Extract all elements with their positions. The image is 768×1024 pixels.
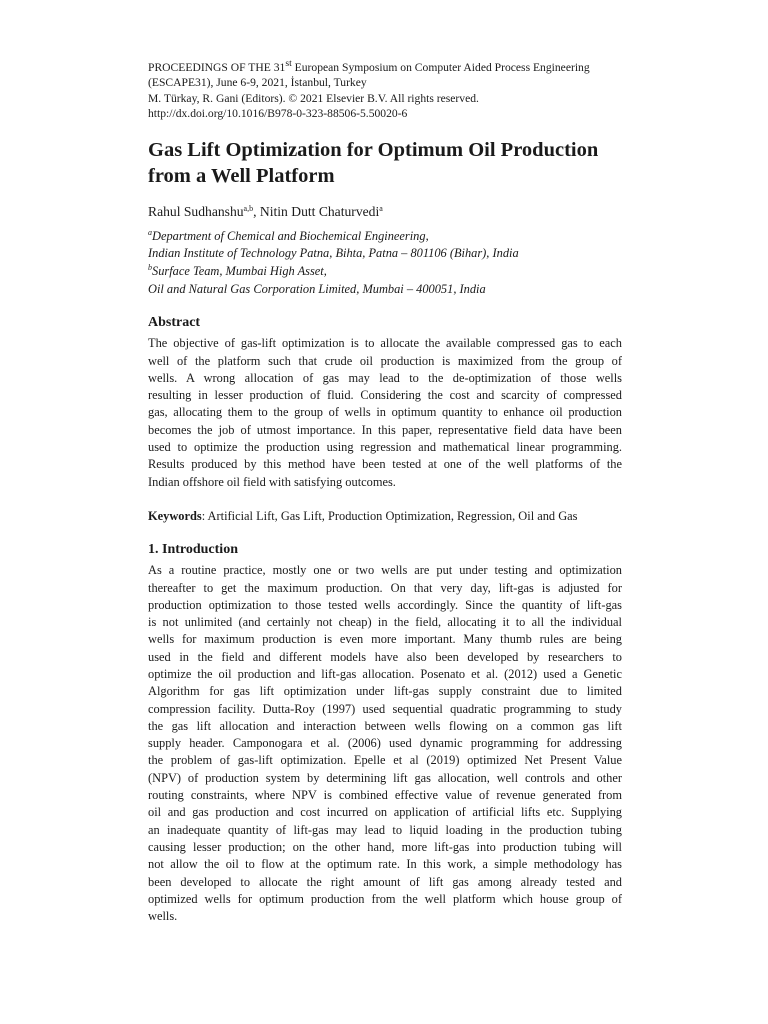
intro-line: wells for maximum production is even more important. Many thumb rules are being	[148, 632, 622, 647]
author-list: Rahul Sudhanshu$^{a,b}$, Nitin Dutt Chaturvedi$^a$	[148, 203, 383, 219]
intro-line: been developed to allocate the right amount of lift gas among already tested and	[148, 874, 622, 889]
affiliation-b-line-2: Oil and Natural Gas Corporation Limited, Mumbai – 400051, India	[148, 281, 486, 296]
author-1-affiliation-mark: a,b	[243, 203, 254, 213]
intro-line: not allow the oil to flow at the optimum rate. In this work, a simple methodology has	[148, 857, 622, 872]
intro-line: causing lesser production; on the other hand, more lift-gas into production tubing will	[148, 839, 622, 854]
keywords-list: : Artificial Lift, Gas Lift, Production Optimization, Regression, Oil and Gas	[201, 508, 578, 523]
abstract-line: wells. A wrong allocation of gas may lead to the de-optimization of those wells	[148, 370, 622, 385]
abstract-line: The objective of gas-lift optimization is to allocate the available compressed gas to each	[148, 336, 622, 351]
intro-line: the problem of gas-lift optimization. Epelle et al (2019) optimized Net Present Value	[148, 753, 622, 768]
intro-line: As a routine practice, mostly one or two wells are put under testing and optimization	[148, 563, 622, 578]
proceedings-header	[148, 56, 622, 122]
intro-line: oil and gas production and cost incurred on application of artificial lifts etc. Supplying	[148, 805, 622, 820]
abstract-heading: Abstract	[148, 315, 201, 331]
abstract-body	[148, 335, 622, 491]
header-line-3: M. Türkay, R. Gani (Editors). © 2021 Elsevier B.V. All rights reserved.	[148, 91, 479, 105]
intro-line: is not unlimited (and certainly not cheap) in the field, allocating it to all the individual	[148, 615, 622, 630]
paper-page	[148, 56, 622, 925]
introduction-heading: 1. Introduction	[148, 542, 238, 558]
affiliation-a-line-1: $^a$Department of Chemical and Biochemical Engineering,	[148, 227, 429, 243]
keywords-label: Keywords	[148, 508, 202, 523]
intro-line: supply header. Camponogara et al. (2006) used dynamic programming for addressing	[148, 736, 622, 751]
intro-line: optimized wells for optimum production from the well platform which house group of	[148, 891, 622, 906]
abstract-line: used to optimize the production using regression and mathematical linear programming.	[148, 440, 622, 455]
intro-line: production optimization to those tested wells accordingly. Since the quantity of lift-gas	[148, 597, 622, 612]
keywords	[148, 508, 622, 525]
intro-line: the gas lift allocation and interaction between wells flowing on a common gas lift	[148, 718, 622, 733]
abstract-line: Results produced by this method have been tested at one of the well platforms of the	[148, 457, 622, 472]
title-line-1: Gas Lift Optimization for Optimum Oil Production	[148, 138, 599, 161]
abstract-line: well of the platform such that crude oil production is maximized from the group of	[148, 353, 622, 368]
header-line-2: (ESCAPE31), June 6-9, 2021, İstanbul, Turkey	[148, 76, 367, 90]
header-line-1: PROCEEDINGS OF THE 31st European Symposium on Computer Aided Process Engineering	[148, 58, 590, 74]
introduction-body	[148, 562, 622, 925]
abstract-line: resulting in lesser production of fluid. Considering the cost and scarcity of compressed	[148, 388, 622, 403]
intro-line: optimize the oil production and lift-gas allocation. Posenato et al. (2012) used a Genetic	[148, 666, 622, 681]
intro-line: compression facility. Dutta-Roy (1997) used sequential quadratic programming to study	[148, 701, 622, 716]
author-2-affiliation-mark: a	[379, 203, 383, 213]
ordinal-superscript: st	[285, 58, 292, 69]
intro-line: an inadequate quantity of lift-gas may lead to liquid loading in the production tubing	[148, 822, 622, 837]
paper-title	[148, 137, 622, 189]
intro-line: routing constraints, where NPV is combined effective value of revenue generated from	[148, 788, 622, 803]
abstract-line: becomes the job of utmost importance. In this paper, representative field data have been	[148, 422, 622, 437]
affiliation-b-line-1: $^b$Surface Team, Mumbai High Asset,	[148, 263, 327, 279]
intro-line: thereafter to get the maximum production. On that very day, lift-gas is adjusted for	[148, 580, 622, 595]
intro-line: Algorithm for gas lift optimization under lift-gas supply constraint due to limited	[148, 684, 622, 699]
intro-line: wells.	[148, 909, 178, 924]
author-1: Rahul Sudhanshu	[148, 203, 244, 219]
title-line-2: from a Well Platform	[148, 164, 335, 187]
abstract-line: Indian offshore oil field with satisfying outcomes.	[148, 474, 396, 489]
abstract-line: gas, allocating them to the group of wells in optimum quantity to enhance oil production	[148, 405, 622, 420]
affiliations	[148, 228, 622, 298]
intro-line: used in the field and different models have also been developed by researchers to	[148, 649, 622, 664]
intro-line: (NPV) of production system by determining lift gas allocation, well controls and other	[148, 770, 622, 785]
author-2: Nitin Dutt Chaturvedi	[259, 203, 380, 219]
doi-link[interactable]: http://dx.doi.org/10.1016/B978-0-323-88506-5.50020-6	[148, 107, 408, 121]
affiliation-a-line-2: Indian Institute of Technology Patna, Bihta, Patna – 801106 (Bihar), India	[148, 246, 519, 261]
